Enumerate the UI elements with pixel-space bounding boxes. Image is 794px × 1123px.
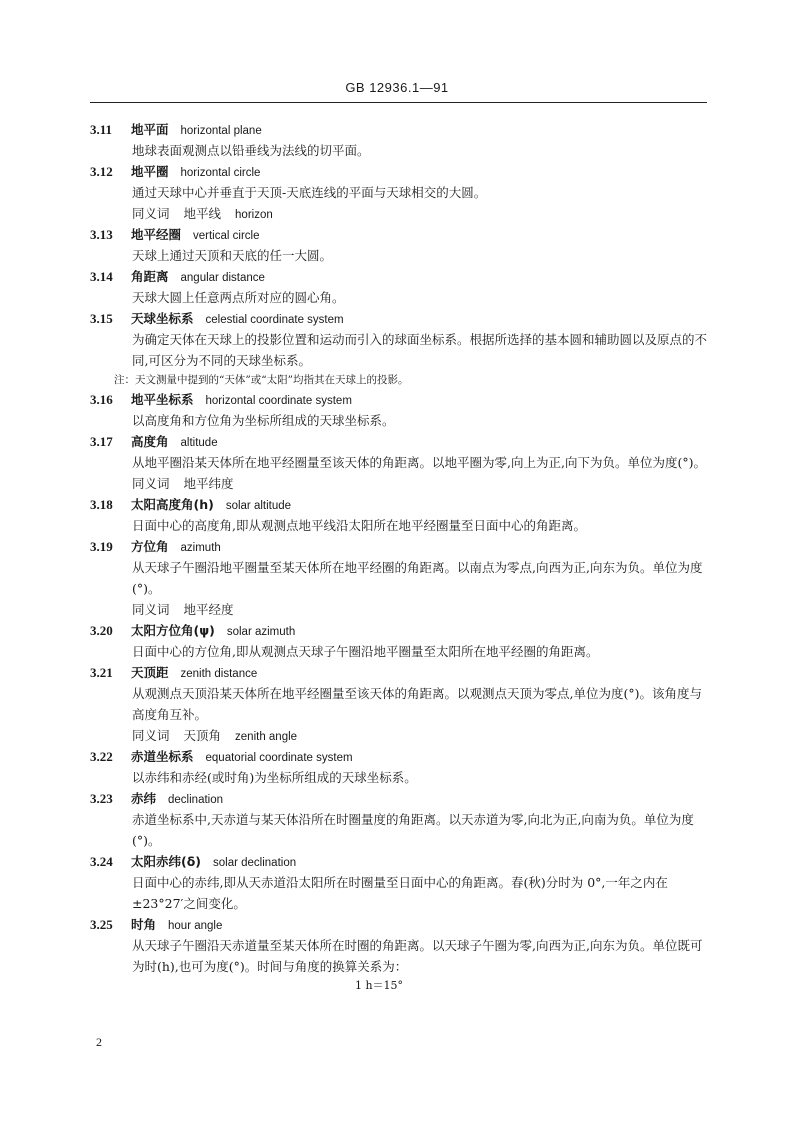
term-english: celestial coordinate system xyxy=(205,314,344,326)
synonym-term: 地平线 xyxy=(183,206,222,221)
conversion-formula: 1 h＝15° xyxy=(354,979,404,992)
term-definition: 地球表面观测点以铅垂线为法线的切平面。 xyxy=(132,143,370,158)
term-number: 3.12 xyxy=(90,164,113,179)
synonym-term: 地平经度 xyxy=(183,602,234,617)
term-name: 方位角 xyxy=(131,539,169,554)
term-number: 3.17 xyxy=(90,434,113,449)
term-name: 地平圈 xyxy=(131,164,169,179)
term-english: zenith distance xyxy=(180,668,258,680)
synonym-english: horizon xyxy=(235,209,273,221)
term-english: hour angle xyxy=(168,920,223,932)
term-name: 天顶距 xyxy=(131,665,169,680)
term-heading xyxy=(90,266,708,287)
document-header: GB 12936.1—91 xyxy=(345,80,449,95)
term-name: 地平经圈 xyxy=(131,227,182,242)
synonym-english: zenith angle xyxy=(235,731,298,743)
term-english: angular distance xyxy=(180,272,265,284)
term-name: 天球坐标系 xyxy=(131,311,194,326)
term-number: 3.13 xyxy=(90,227,113,242)
synonym-label: 同义词 xyxy=(132,728,170,743)
term-name: 太阳赤纬(δ) xyxy=(131,854,202,869)
term-definition: 天球上通过天顶和天底的任一大圆。 xyxy=(132,248,333,263)
term-heading xyxy=(90,224,708,245)
term-english: declination xyxy=(168,794,223,806)
term-definition: 日面中心的方位角,即从观测点天球子午圈沿地平圈量至太阳所在地平经圈的角距离。 xyxy=(132,644,599,659)
term-number: 3.22 xyxy=(90,749,113,764)
term-name: 赤道坐标系 xyxy=(131,749,194,764)
term-english: vertical circle xyxy=(193,230,260,242)
term-number: 3.16 xyxy=(90,392,113,407)
term-definition: 赤道坐标系中,天赤道与某天体沿所在时圈量度的角距离。以天赤道为零,向北为正,向南为负。单位为度(°)。 xyxy=(132,812,694,848)
term-definition: 日面中心的赤纬,即从天赤道沿太阳所在时圈量至日面中心的角距离。春(秋)分时为 0°,一年之内在±23°27′之间变化。 xyxy=(132,875,668,911)
term-english: horizontal circle xyxy=(180,167,261,179)
term-english: solar declination xyxy=(213,857,297,869)
term-english: altitude xyxy=(180,437,218,449)
term-entry xyxy=(90,224,708,266)
term-english: azimuth xyxy=(180,542,221,554)
term-number: 3.14 xyxy=(90,269,113,284)
synonym-label: 同义词 xyxy=(132,476,170,491)
term-entry xyxy=(90,746,708,788)
term-heading xyxy=(90,389,708,410)
term-heading xyxy=(90,431,708,452)
note-text: 注：天文测量中提到的“天体”或“太阳”均指其在天球上的投影。 xyxy=(114,374,409,386)
term-entry xyxy=(90,431,708,494)
term-entry xyxy=(90,536,708,620)
term-entry xyxy=(90,914,708,994)
synonym-line xyxy=(90,473,708,494)
term-definition: 从天球子午圈沿地平圈量至某天体所在地平经圈的角距离。以南点为零点,向西为正,向东为负。单位为度(°)。 xyxy=(132,560,703,596)
term-number: 3.23 xyxy=(90,791,113,806)
term-heading xyxy=(90,161,708,182)
term-english: solar azimuth xyxy=(226,626,296,638)
term-number: 3.21 xyxy=(90,665,113,680)
term-name: 角距离 xyxy=(131,269,169,284)
term-name: 地平面 xyxy=(131,122,169,137)
synonym-term: 地平纬度 xyxy=(183,476,234,491)
page-number: 2 xyxy=(96,1035,102,1049)
term-entry xyxy=(90,308,708,389)
term-definition: 从地平圈沿某天体所在地平经圈量至该天体的角距离。以地平圈为零,向上为正,向下为负。单位为度(°)。 xyxy=(132,455,706,470)
term-definition: 日面中心的高度角,即从观测点地平线沿太阳所在地平经圈量至日面中心的角距离。 xyxy=(132,518,586,533)
term-entry xyxy=(90,266,708,308)
term-number: 3.20 xyxy=(90,623,113,638)
term-heading xyxy=(90,620,708,641)
term-entry xyxy=(90,788,708,851)
term-number: 3.11 xyxy=(90,122,113,137)
term-heading xyxy=(90,851,708,872)
term-entry xyxy=(90,161,708,224)
term-definition: 从观测点天顶沿某天体所在地平经圈量至该天体的角距离。以观测点天顶为零点,单位为度(°)。该角度与高度角互补。 xyxy=(132,686,702,722)
term-name: 赤纬 xyxy=(131,791,157,806)
synonym-line xyxy=(90,599,708,620)
term-english: equatorial coordinate system xyxy=(205,752,353,764)
term-number: 3.24 xyxy=(90,854,113,869)
synonym-line xyxy=(90,203,708,224)
term-definition: 天球大圆上任意两点所对应的圆心角。 xyxy=(132,290,345,305)
term-heading xyxy=(90,536,708,557)
term-entry xyxy=(90,662,708,746)
term-heading xyxy=(90,494,708,515)
term-entry xyxy=(90,494,708,536)
term-heading xyxy=(90,119,708,140)
term-name: 高度角 xyxy=(131,434,169,449)
term-heading xyxy=(90,914,708,935)
term-name: 太阳高度角(h) xyxy=(131,497,214,512)
term-number: 3.25 xyxy=(90,917,113,932)
term-entry xyxy=(90,851,708,914)
term-english: horizontal plane xyxy=(180,125,262,137)
term-definition: 以高度角和方位角为坐标所组成的天球坐标系。 xyxy=(132,413,395,428)
term-english: solar altitude xyxy=(225,500,292,512)
term-heading xyxy=(90,308,708,329)
term-name: 太阳方位角(ψ) xyxy=(131,623,215,638)
term-number: 3.19 xyxy=(90,539,113,554)
term-definition: 为确定天体在天球上的投影位置和运动而引入的球面坐标系。根据所选择的基本圆和辅助圆以及原点的不同,可区分为不同的天球坐标系。 xyxy=(132,332,708,368)
term-entry xyxy=(90,389,708,431)
term-entry xyxy=(90,620,708,662)
header-rule xyxy=(90,102,707,103)
term-name: 时角 xyxy=(131,917,157,932)
term-heading xyxy=(90,662,708,683)
term-definition: 通过天球中心并垂直于天顶-天底连线的平面与天球相交的大圆。 xyxy=(132,185,487,200)
term-entry xyxy=(90,119,708,161)
synonym-term: 天顶角 xyxy=(183,728,222,743)
term-heading xyxy=(90,746,708,767)
term-definition: 以赤纬和赤经(或时角)为坐标所组成的天球坐标系。 xyxy=(132,770,417,785)
term-heading xyxy=(90,788,708,809)
term-definition: 从天球子午圈沿天赤道量至某天体所在时圈的角距离。以天球子午圈为零,向西为正,向东为负。单位既可为时(h),也可为度(°)。时间与角度的换算关系为： xyxy=(132,938,703,974)
synonym-line xyxy=(90,725,708,746)
synonym-label: 同义词 xyxy=(132,602,170,617)
term-name: 地平坐标系 xyxy=(131,392,194,407)
term-number: 3.18 xyxy=(90,497,113,512)
term-english: horizontal coordinate system xyxy=(205,395,352,407)
term-list xyxy=(90,119,708,994)
synonym-label: 同义词 xyxy=(132,206,170,221)
term-number: 3.15 xyxy=(90,311,113,326)
